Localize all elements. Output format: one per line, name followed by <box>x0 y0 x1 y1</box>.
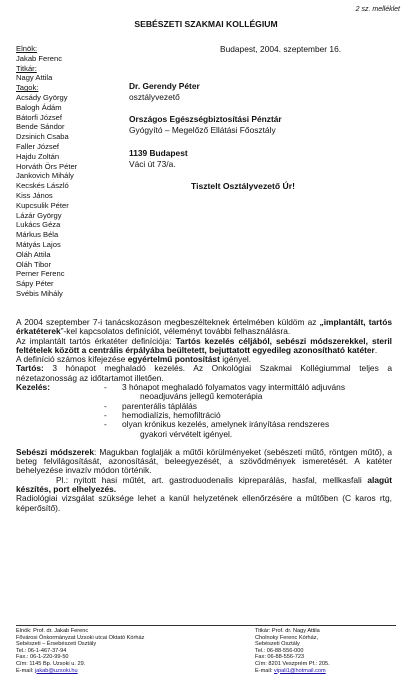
recipient-street: Váci út 73/a. <box>129 159 176 169</box>
secretary-label: Titkár: <box>16 63 37 73</box>
examples-text: Pl.: nyitott hasi műtét, art. gastroduodenalis kipreparálás, hasfal, mellkasfali <box>56 474 368 485</box>
paragraph-examples <box>16 476 392 495</box>
recipient-city: 1139 Budapest <box>129 148 188 158</box>
kezeles-item <box>16 420 392 439</box>
member-name: Dzsinich Csaba <box>16 132 69 142</box>
member-name: Kecskés László <box>16 181 69 191</box>
footer-line: Sebészeti Osztály <box>255 641 300 648</box>
member-name: Jankovich Mihály <box>16 171 74 181</box>
dash-marker: - <box>104 400 107 411</box>
members-label: Tagok: <box>16 83 39 93</box>
intro-text: A 2004 szeptember 7-i tanácskozáson megbeszélteknek értelmében küldöm az <box>16 317 317 327</box>
member-name: Kupcsulik Péter <box>16 200 69 210</box>
kezeles-item-text: hemodialízis, hemofiltráció <box>122 409 221 420</box>
clarification-lead: A definíció számos kifejezése <box>16 354 128 365</box>
recipient-dept: Gyógyító – Megelőző Ellátási Főosztály <box>129 125 276 135</box>
letter-date: Budapest, 2004. szeptember 16. <box>220 44 342 54</box>
footer-secretary <box>255 628 330 674</box>
member-name: Faller József <box>16 141 60 151</box>
member-name: Svébis Mihály <box>16 288 63 298</box>
kezeles-item-text-block <box>122 383 392 402</box>
kezeles-item-text-block <box>122 420 392 439</box>
member-name: Mátyás Lajos <box>16 239 61 249</box>
paragraph-methods <box>16 448 392 476</box>
dash-marker: - <box>104 419 107 430</box>
dash-marker: - <box>104 409 107 420</box>
member-name: Kiss János <box>16 190 53 200</box>
footer-right-email-line <box>255 668 330 675</box>
secretary-name: Nagy Attila <box>16 73 53 83</box>
email-label: E-mail: <box>16 667 35 674</box>
recipient-role: osztályvezető <box>129 92 180 102</box>
member-name: Oláh Tibor <box>16 259 52 269</box>
clarification-end: igényel. <box>219 354 252 365</box>
email-link-jakab[interactable]: jakab@uzsoki.hu <box>34 667 78 674</box>
greeting: Tisztelt Osztályvezető Úr! <box>191 181 295 191</box>
footer-line: Tel.: 06-1-467-37-94 <box>16 647 67 654</box>
examples-bold: alagút készítés, port elhelyezés. <box>16 474 392 495</box>
president-label: Elnök: <box>16 44 38 53</box>
footer-left-lines <box>16 628 144 668</box>
kezeles-item-text: olyan krónikus kezelés, amelynek irányítása rendszeres <box>122 419 330 430</box>
member-list <box>16 44 77 299</box>
paragraph-definition <box>16 337 392 356</box>
kezeles-item-continuation: gyakori vérvételt igényel. <box>140 428 233 439</box>
member-name: Perner Ferenc <box>16 269 65 279</box>
member-name: Lázár György <box>16 210 62 220</box>
kezeles-label: Kezelés: <box>16 382 50 393</box>
members <box>16 93 77 299</box>
president-name: Jakab Ferenc <box>16 53 63 63</box>
footer-line: Cholnoky Ferenc Kórház, <box>255 634 319 641</box>
tartos-label: Tartós: <box>16 363 44 374</box>
member-name: Bende Sándor <box>16 122 65 132</box>
footer-line: Tel.: 06-88-556-000 <box>255 647 304 654</box>
member-name: Bátorfi József <box>16 112 63 122</box>
footer-line: Fővárosi Önkormányzat Uzsoki utcai Oktató Kórház <box>16 634 145 641</box>
email-label: E-mail: <box>255 667 274 674</box>
paragraph-intro <box>16 318 392 337</box>
footer-line: Cím: 1145 Bp. Uzsoki u. 29. <box>16 660 86 667</box>
letterhead-title: SEBÉSZETI SZAKMAI KOLLÉGIUM <box>134 19 278 29</box>
member-name: Horváth Örs Péter <box>16 161 78 171</box>
dash-marker: - <box>104 382 107 393</box>
intro-text-end: ”-kel kapcsolatos definíciót, véleményt további felhasználásra. <box>60 326 291 337</box>
footer-line: Fax: 06-88-556-723 <box>255 654 305 661</box>
footer-left-email-line <box>16 668 144 675</box>
footer-line: Cím: 8201 Veszprém Pf.: 205. <box>255 660 330 667</box>
footer-divider <box>16 625 396 626</box>
member-name: Acsády György <box>16 92 68 102</box>
definition-lead: Az implantált tartós érkatéter definíciója: <box>16 335 176 346</box>
kezeles-item-text: 3 hónapot meghaladó folyamatos vagy intermittáló adjuváns <box>122 382 346 393</box>
footer-line: Titkár: Prof. dr. Nagy Attila <box>255 628 320 634</box>
methods-text: : Magukban foglalják a műtői körülményeket (sebészeti műtő, röntgen műtő), a beteg felvilágosítását, azonosítását, beleegyezését, a szövődmények ismeretését. A katéter behelyezése invazív módon történik. <box>16 446 392 476</box>
member-name: Balogh Ádám <box>16 102 62 112</box>
member-name: Oláh Attila <box>16 249 51 259</box>
member-name: Lukács Géza <box>16 220 61 230</box>
recipient-name: Dr. Gerendy Péter <box>129 81 200 91</box>
paragraph-tartos <box>16 364 392 383</box>
email-link-vipali[interactable]: vipali1@hotmail.com <box>273 667 326 674</box>
footer-line: Elnök: Prof. dr. Jakab Ferenc <box>16 628 89 634</box>
tartos-text: 3 hónapot meghaladó kezelés. Az Onkológiai Szakmai Kollégiummal teljes a nézetazonosság az időtartamot illetően. <box>16 363 392 383</box>
definition-text: Tartós kezelés céljából, sebészi módszerekkel, steril feltételek között a centrális érpályába beültetett, bejuttatott egyedileg azonosítható katéter <box>16 335 392 355</box>
footer-right-lines <box>255 628 330 668</box>
member-name: Hajdu Zoltán <box>16 151 60 161</box>
kezeles-item-continuation: neoadjuváns jellegű kemoterápia <box>140 391 263 402</box>
kezeles-item-text: parenterális táplálás <box>122 400 197 411</box>
annex-label: 2 sz. melléklet <box>355 6 400 13</box>
recipient-org: Országos Egészségbiztosítási Pénztár <box>129 114 282 124</box>
clarification-term: egyértelmű pontosítást <box>127 354 220 365</box>
member-name: Sápy Péter <box>16 279 54 289</box>
letter-body <box>16 318 392 513</box>
footer-president <box>16 628 144 674</box>
methods-label: Sebészi módszerek <box>16 446 94 457</box>
footer-line: Fax.: 06-1-220-99-50 <box>16 654 69 661</box>
footer-line: Sebészeti – Érsebészeti Osztály <box>16 641 97 648</box>
definition-end: . <box>374 344 378 355</box>
member-name: Márkus Béla <box>16 230 59 240</box>
paragraph-radiology: Radiológiai vizsgálat szüksége lehet a kanül helyzetének ellenőrzésére a műtőben (C karos rtg, képerősítő). <box>16 493 392 513</box>
intro-term: „implantált, tartós érkatéterek <box>16 317 392 337</box>
